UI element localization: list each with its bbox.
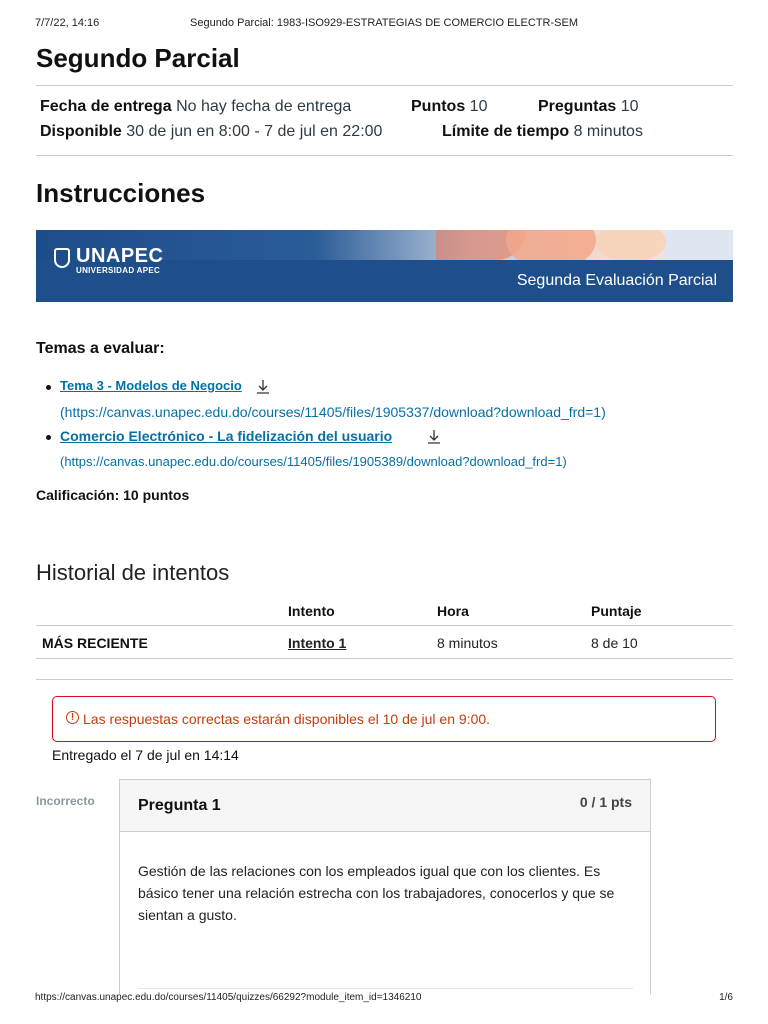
points-label: Puntos: [411, 98, 466, 115]
table-header: Hora: [437, 603, 469, 619]
bullet-icon: [46, 385, 51, 390]
answers-available-alert: [52, 696, 716, 742]
print-datetime: 7/7/22, 14:16: [35, 17, 100, 29]
question-points: 0 / 1 pts: [579, 794, 632, 810]
points-value: 10: [469, 98, 488, 115]
alert-text: Las respuestas correctas estarán disponibles el 10 de jul en 9:00.: [83, 711, 491, 727]
logo-brand-sub: UNIVERSIDAD APEC: [76, 266, 161, 275]
list-item: [36, 428, 733, 468]
topic-link[interactable]: Comercio Electrónico - La fidelización del usuario: [60, 428, 393, 444]
available-value: 30 de jun en 8:00 - 7 de jul en 22:00: [126, 123, 383, 140]
due-label: Fecha de entrega: [40, 98, 172, 115]
history-title: Historial de intentos: [36, 560, 230, 585]
divider: [36, 625, 733, 626]
download-icon[interactable]: [256, 379, 270, 395]
page-number: 1/6: [719, 992, 733, 1003]
warning-icon: !: [66, 711, 79, 724]
table-header: Intento: [288, 603, 335, 619]
print-doc-title: Segundo Parcial: 1983-ISO929-ESTRATEGIAS DE COMERCIO ELECTR-SEM: [190, 17, 578, 29]
grade-text: Calificación: 10 puntos: [36, 487, 190, 503]
question-title: Pregunta 1: [138, 797, 221, 814]
print-header: [35, 17, 733, 31]
page-title: Segundo Parcial: [36, 43, 240, 73]
table-header: Puntaje: [591, 603, 642, 619]
topics-heading: Temas a evaluar:: [36, 340, 165, 357]
print-url: https://canvas.unapec.edu.do/courses/11405/quizzes/66292?module_item_id=1346210: [35, 992, 422, 1003]
divider: [36, 85, 733, 86]
due-value: No hay fecha de entrega: [176, 98, 352, 115]
divider: [36, 658, 733, 659]
submitted-text: Entregado el 7 de jul en 14:14: [52, 747, 239, 763]
divider: [138, 988, 633, 989]
question-answer-text: Gestión de las relaciones con los empleados igual que con los clientes. Es básico tener una relación estrecha con los trabajadores, conocerlos y que se sientan a gusto.: [138, 863, 615, 923]
questions-label: Preguntas: [538, 98, 617, 115]
question-header: [120, 780, 650, 832]
download-icon[interactable]: [427, 429, 441, 445]
points: [411, 97, 487, 117]
availability: [40, 122, 382, 142]
time-limit: [442, 122, 643, 142]
row-label: MÁS RECIENTE: [42, 635, 148, 651]
topic-url-link[interactable]: (https://canvas.unapec.edu.do/courses/11405/files/1905337/download?download_frd=1): [60, 404, 606, 420]
attempt-score: 8 de 10: [591, 635, 638, 651]
banner-decoration: [666, 230, 733, 260]
instructions-title: Instrucciones: [36, 178, 206, 208]
list-item: [36, 378, 733, 418]
print-footer: [35, 992, 733, 1006]
attempt-time: 8 minutos: [437, 635, 498, 651]
question-card: [119, 779, 651, 994]
shield-icon: [54, 248, 70, 268]
question-status: Incorrecto: [36, 794, 95, 808]
quiz-meta-row-1: [40, 97, 730, 117]
questions-value: 10: [620, 98, 639, 115]
time-limit-label: Límite de tiempo: [442, 123, 570, 140]
topic-link[interactable]: Tema 3 - Modelos de Negocio: [60, 378, 242, 393]
available-label: Disponible: [40, 123, 122, 140]
course-banner: [36, 230, 733, 302]
banner-text: Segunda Evaluación Parcial: [516, 272, 717, 289]
divider: [36, 155, 733, 156]
due-date: [40, 97, 351, 117]
questions: [538, 97, 639, 117]
quiz-meta-row-2: [40, 122, 730, 142]
divider: [36, 679, 733, 680]
logo-brand: UNAPEC: [76, 245, 164, 267]
bullet-icon: [46, 435, 51, 440]
topic-url-link[interactable]: (https://canvas.unapec.edu.do/courses/11405/files/1905389/download?download_frd=1): [60, 454, 567, 469]
time-limit-value: 8 minutos: [573, 123, 643, 140]
attempt-link[interactable]: Intento 1: [288, 635, 347, 651]
